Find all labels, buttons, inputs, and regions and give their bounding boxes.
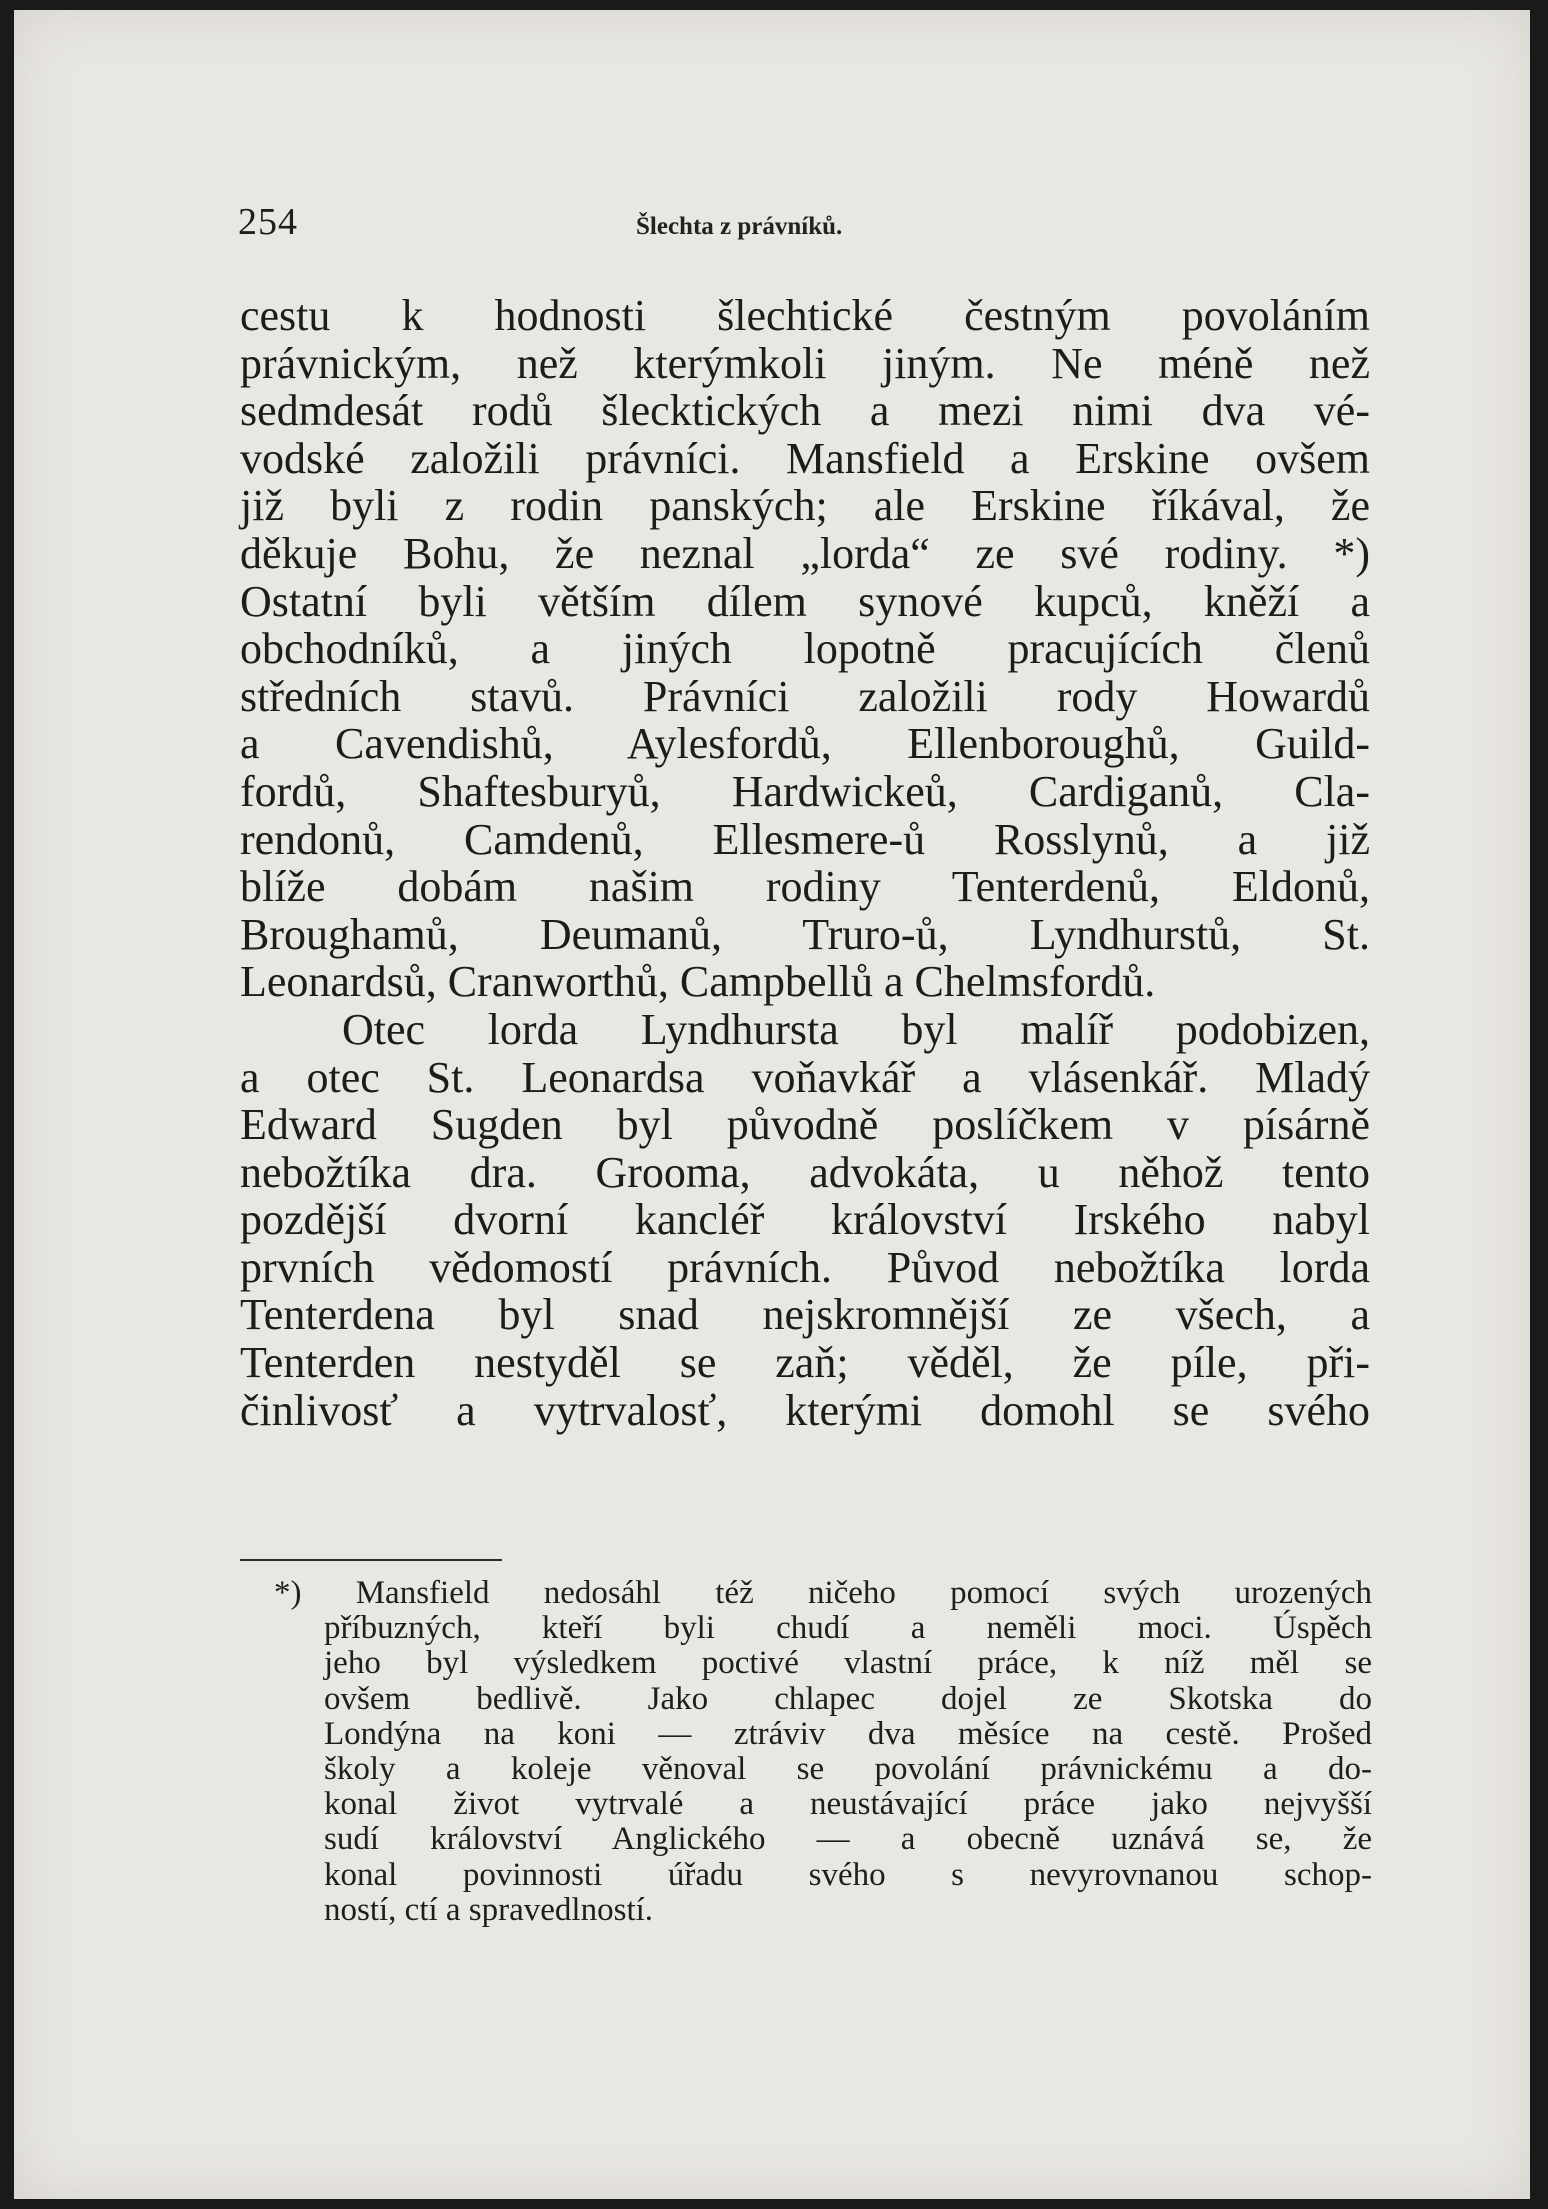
footnote-line: ovšem bedlivě. Jako chlapec dojel ze Skotska do: [324, 1680, 1372, 1717]
text-line: cestu k hodnosti šlechtické čestným povoláním: [240, 291, 1370, 340]
text-line: vodské založili právníci. Mansfield a Erskine ovšem: [240, 433, 1370, 483]
book-page: [14, 10, 1530, 2199]
text-line: blíže dobám našim rodiny Tenterdenů, Eldonů,: [240, 862, 1370, 912]
text-line: fordů, Shaftesburyů, Hardwickeů, Cardiganů, Cla-: [240, 766, 1370, 816]
text-line: Leonardsů, Cranworthů, Campbellů a Chelmsfordů.: [240, 957, 1156, 1007]
footnote-line: *) Mansfield nedosáhl též ničeho pomocí svých urozených: [274, 1575, 1372, 1611]
text-line: Tenterden nestyděl se zaň; věděl, že píle, při-: [240, 1338, 1370, 1388]
text-line: Ostatní byli větším dílem synové kupců, kněží a: [240, 576, 1370, 626]
text-line: obchodníků, a jiných lopotně pracujících členů: [240, 624, 1370, 674]
text-line: prvních vědomostí právních. Původ nebožtíka lorda: [240, 1242, 1370, 1292]
text-line: sedmdesát rodů šlecktických a mezi nimi dva vé-: [240, 386, 1370, 436]
text-line: Edward Sugden byl původně poslíčkem v písárně: [240, 1100, 1370, 1150]
text-line: Tenterdena byl snad nejskromnější ze všech, a: [240, 1290, 1370, 1340]
text-line: právnickým, než kterýmkoli jiným. Ne méně než: [240, 338, 1370, 388]
footnote-line: sudí království Anglického — a obecně uznává se, že: [324, 1821, 1372, 1858]
text-line: rendonů, Camdenů, Ellesmere-ů Rosslynů, a již: [240, 814, 1370, 864]
footnote-line: Londýna na koni — ztráviv dva měsíce na cestě. Prošed: [324, 1715, 1372, 1752]
footnote-line: konal život vytrvalé a neustávající práce jako nejvyšší: [324, 1786, 1372, 1823]
text-line: činlivosť a vytrvalosť, kterými domohl se svého: [240, 1385, 1370, 1435]
footnote-line: ností, ctí a spravedlností.: [324, 1891, 654, 1928]
text-line: Broughamů, Deumanů, Truro-ů, Lyndhurstů, St.: [240, 909, 1370, 959]
text-line: středních stavů. Právníci založili rody Howardů: [240, 671, 1370, 721]
footnote-line: příbuzných, kteří byli chudí a neměli moci. Úspěch: [324, 1610, 1372, 1647]
page-number: 254: [238, 201, 298, 243]
text-line: pozdější dvorní kancléř království Irského nabyl: [240, 1195, 1370, 1245]
footnote-line: jeho byl výsledkem poctivé vlastní práce, k níž měl se: [324, 1645, 1372, 1682]
main-text: [240, 292, 1370, 1434]
footnote-line: konal povinnosti úřadu svého s nevyrovnanou schop-: [324, 1856, 1372, 1893]
text-line: nebožtíka dra. Grooma, advokáta, u něhož tento: [240, 1147, 1370, 1197]
text-line: a otec St. Leonardsa voňavkář a vlásenkář. Mladý: [240, 1052, 1370, 1102]
text-line: již byli z rodin panských; ale Erskine říkával, že: [240, 481, 1370, 531]
text-line: Otec lorda Lyndhursta byl malíř podobizen,: [342, 1004, 1370, 1054]
running-head: Šlechta z právníků.: [636, 213, 843, 240]
footnote-divider: [240, 1559, 502, 1561]
text-line: děkuje Bohu, že neznal „lorda“ ze své rodiny. *): [240, 528, 1370, 578]
page-header: [224, 200, 1374, 260]
footnote: [274, 1576, 1372, 1928]
footnote-line: školy a koleje věnoval se povolání právnickému a do-: [324, 1751, 1372, 1788]
text-line: a Cavendishů, Aylesfordů, Ellenboroughů, Guild-: [240, 719, 1370, 769]
